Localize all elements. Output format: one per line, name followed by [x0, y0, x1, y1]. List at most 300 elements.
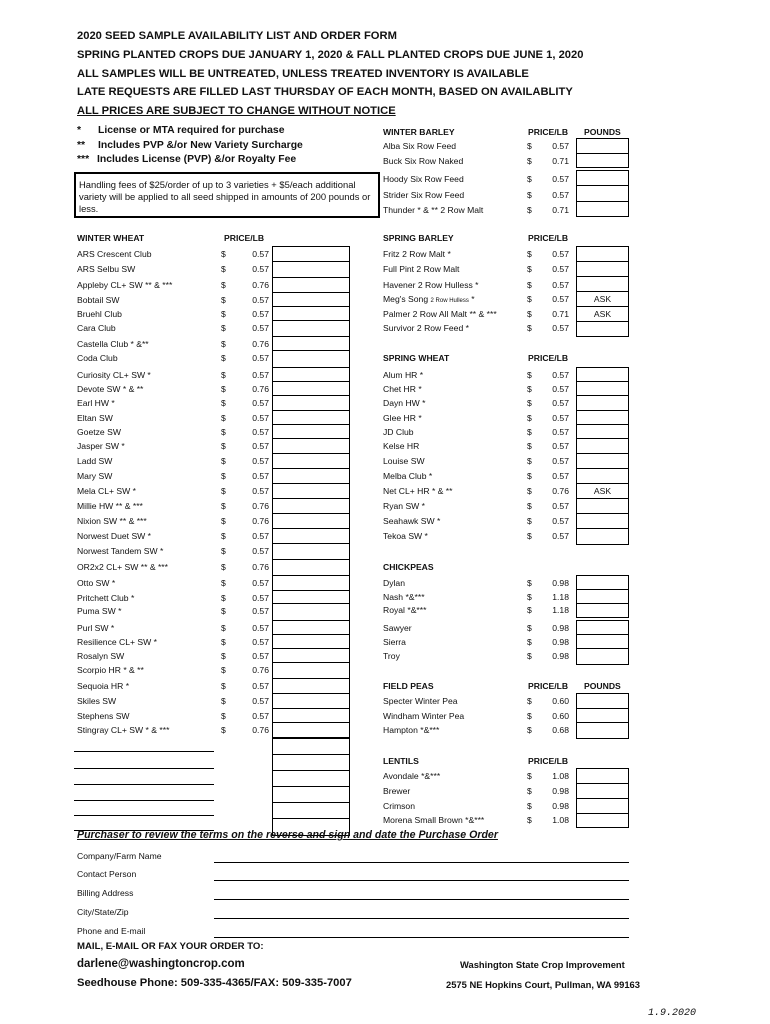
pounds-input-box[interactable]: [576, 620, 629, 665]
pounds-box-divider: [272, 575, 350, 576]
price-per-lb: 0.57: [552, 323, 569, 333]
item-name: Kelse HR: [383, 441, 420, 451]
pounds-box-divider: [272, 590, 350, 591]
pounds-box-divider: [272, 424, 350, 425]
currency-symbol: $: [221, 531, 226, 541]
price-per-lb: 0.57: [552, 294, 569, 304]
write-in-box-divider: [272, 770, 350, 771]
pounds-box-divider: [576, 291, 629, 292]
item-name-row: [383, 294, 475, 304]
currency-symbol: $: [527, 471, 532, 481]
currency-symbol: $: [221, 681, 226, 691]
item-name: Tekoa SW *: [383, 531, 428, 541]
currency-symbol: $: [221, 339, 226, 349]
currency-symbol: $: [527, 651, 532, 661]
price-per-lb: 0.60: [552, 711, 569, 721]
price-per-lb: 0.57: [552, 427, 569, 437]
item-name: Windham Winter Pea: [383, 711, 465, 721]
write-in-box-divider: [272, 802, 350, 803]
pounds-box-divider: [576, 201, 629, 202]
currency-symbol: $: [527, 190, 532, 200]
item-name: Mela CL+ SW *: [77, 486, 136, 496]
price-per-lb: 0.57: [552, 456, 569, 466]
item-name: Sawyer: [383, 623, 412, 633]
legend-text-3: Includes License (PVP) &/or Royalty Fee: [97, 154, 297, 165]
pounds-box-divider: [576, 513, 629, 514]
pounds-box-divider: [272, 336, 350, 337]
write-in-line[interactable]: [74, 800, 214, 801]
currency-symbol: $: [221, 486, 226, 496]
currency-symbol: $: [527, 815, 532, 825]
item-name: Goetze SW: [77, 427, 121, 437]
price-per-lb: 0.57: [552, 370, 569, 380]
pounds-box-divider: [272, 603, 350, 604]
currency-symbol: $: [221, 398, 226, 408]
price-per-lb: 1.18: [552, 605, 569, 615]
item-name: Palmer 2 Row All Malt ** & ***: [383, 309, 497, 319]
pounds-box-divider: [576, 528, 629, 529]
currency-symbol: $: [527, 249, 532, 259]
currency-symbol: $: [221, 665, 226, 675]
currency-symbol: $: [221, 427, 226, 437]
seedhouse-phone-fax: Seedhouse Phone: 509-335-4365/FAX: 509-335-7007: [77, 977, 352, 989]
item-name: OR2x2 CL+ SW ** & ***: [77, 562, 168, 572]
item-name: Dayn HW *: [383, 398, 426, 408]
item-name: Glee HR *: [383, 413, 422, 423]
item-name: Bruehl Club: [77, 309, 122, 319]
price-per-lb: 0.76: [252, 280, 269, 290]
price-per-lb: 0.57: [252, 295, 269, 305]
price-per-lb: 1.18: [552, 592, 569, 602]
pounds-box-divider: [272, 438, 350, 439]
pounds-box-divider: [576, 798, 629, 799]
item-name: Sierra: [383, 637, 406, 647]
price-per-lb: 0.57: [252, 681, 269, 691]
item-name: Specter Winter Pea: [383, 696, 458, 706]
item-name: Norwest Tandem SW *: [77, 546, 164, 556]
price-per-lb: 0.57: [252, 456, 269, 466]
price-per-lb: 1.08: [552, 815, 569, 825]
item-name: Cara Club: [77, 323, 116, 333]
price-per-lb: 0.57: [252, 413, 269, 423]
currency-symbol: $: [527, 370, 532, 380]
item-name: Jasper SW *: [77, 441, 125, 451]
revision-date: 1.9.2020: [648, 1008, 697, 1019]
price-per-lb: 0.57: [552, 398, 569, 408]
currency-symbol: $: [221, 471, 226, 481]
write-in-pounds-box[interactable]: [272, 738, 350, 836]
item-name: Strider Six Row Feed: [383, 190, 465, 200]
price-per-lb: 0.76: [252, 665, 269, 675]
currency-symbol: $: [221, 651, 226, 661]
price-per-lb: 0.76: [252, 384, 269, 394]
item-name: Buck Six Row Naked: [383, 156, 464, 166]
price-per-lb: 0.76: [252, 339, 269, 349]
legend-symbol-3: ***: [77, 154, 90, 165]
pounds-box-divider: [576, 276, 629, 277]
price-per-lb: 0.71: [552, 309, 569, 319]
price-per-lb: 0.76: [252, 725, 269, 735]
price-per-lb: 0.57: [552, 190, 569, 200]
pounds-box-divider: [272, 528, 350, 529]
currency-symbol: $: [527, 456, 532, 466]
price-per-lb: 0.57: [552, 264, 569, 274]
currency-symbol: $: [527, 264, 532, 274]
item-name-detail: 2 Row Hulless: [430, 298, 469, 304]
currency-symbol: $: [527, 516, 532, 526]
pounds-box-divider: [272, 306, 350, 307]
pounds-box-divider: [576, 261, 629, 262]
field-peas-price-header: PRICE/LB: [528, 681, 569, 691]
item-name: Royal *&***: [383, 605, 427, 615]
order-email[interactable]: darlene@washingtoncrop.com: [77, 958, 245, 970]
pounds-box-divider: [576, 722, 629, 723]
pounds-box-divider: [576, 468, 629, 469]
currency-symbol: $: [527, 205, 532, 215]
currency-symbol: $: [221, 593, 226, 603]
header-line-2: SPRING PLANTED CROPS DUE JANUARY 1, 2020 & FALL PLANTED CROPS DUE JUNE 1, 2020: [77, 49, 584, 61]
price-per-lb: 0.57: [252, 471, 269, 481]
item-name: JD Club: [383, 427, 414, 437]
item-name: Bobtail SW: [77, 295, 120, 305]
currency-symbol: $: [527, 605, 532, 615]
currency-symbol: $: [527, 427, 532, 437]
pounds-input-box[interactable]: [576, 170, 629, 217]
price-per-lb: 0.57: [252, 398, 269, 408]
form-title: 2020 SEED SAMPLE AVAILABILITY LIST AND ORDER FORM: [77, 30, 397, 42]
item-name: Chet HR *: [383, 384, 422, 394]
pounds-box-divider: [576, 708, 629, 709]
price-per-lb: 0.57: [552, 531, 569, 541]
pounds-box-divider: [272, 634, 350, 635]
currency-symbol: $: [527, 441, 532, 451]
item-name: Devote SW * & **: [77, 384, 144, 394]
item-name: Nash *&***: [383, 592, 425, 602]
currency-symbol: $: [221, 264, 226, 274]
item-name: Rosalyn SW: [77, 651, 125, 661]
item-name: Alum HR *: [383, 370, 424, 380]
currency-symbol: $: [221, 578, 226, 588]
pounds-box-divider: [272, 350, 350, 351]
pounds-box-divider: [272, 320, 350, 321]
price-per-lb: 0.57: [552, 441, 569, 451]
item-name: Morena Small Brown *&***: [383, 815, 485, 825]
price-per-lb: 0.76: [252, 501, 269, 511]
pounds-box-divider: [272, 410, 350, 411]
organization-name: Washington State Crop Improvement: [460, 959, 625, 970]
write-in-line[interactable]: [74, 784, 214, 785]
pounds-box-divider: [576, 483, 629, 484]
currency-symbol: $: [527, 280, 532, 290]
item-name: Appleby CL+ SW ** & ***: [77, 280, 173, 290]
price-per-lb: 0.57: [552, 141, 569, 151]
pounds-box-divider: [272, 292, 350, 293]
legend-symbol-1: *: [77, 125, 82, 136]
item-name: Puma SW *: [77, 606, 122, 616]
price-per-lb: 0.76: [252, 516, 269, 526]
pounds-box-divider: [576, 410, 629, 411]
pounds-box-divider: [576, 453, 629, 454]
price-per-lb: 0.60: [552, 696, 569, 706]
item-name: Purl SW *: [77, 623, 115, 633]
item-name: Brewer: [383, 786, 411, 796]
pounds-box-divider: [576, 185, 629, 186]
price-per-lb: 0.76: [552, 486, 569, 496]
pounds-box-divider: [272, 277, 350, 278]
currency-symbol: $: [527, 637, 532, 647]
currency-symbol: $: [221, 384, 226, 394]
currency-symbol: $: [221, 441, 226, 451]
price-per-lb: 0.57: [252, 323, 269, 333]
price-per-lb: 0.57: [252, 427, 269, 437]
currency-symbol: $: [221, 280, 226, 290]
price-per-lb: 0.98: [552, 801, 569, 811]
currency-symbol: $: [221, 295, 226, 305]
city-label: City/State/Zip: [77, 907, 129, 917]
price-per-lb: 0.57: [252, 546, 269, 556]
item-name: Havener 2 Row Hulless *: [383, 280, 479, 290]
winter-wheat-price-header: PRICE/LB: [224, 233, 265, 243]
pounds-box-divider: [272, 453, 350, 454]
pounds-box-divider: [576, 395, 629, 396]
pounds-box-divider: [272, 367, 350, 368]
pounds-box-divider: [272, 395, 350, 396]
header-line-5: ALL PRICES ARE SUBJECT TO CHANGE WITHOUT NOTICE: [77, 105, 396, 117]
item-name: Stingray CL+ SW * & ***: [77, 725, 170, 735]
currency-symbol: $: [527, 771, 532, 781]
item-name: Sequoia HR *: [77, 681, 130, 691]
pounds-box-divider: [576, 424, 629, 425]
currency-symbol: $: [527, 141, 532, 151]
item-name: Resilience CL+ SW *: [77, 637, 157, 647]
city-field[interactable]: [214, 918, 629, 919]
currency-symbol: $: [527, 398, 532, 408]
pounds-box-divider: [576, 813, 629, 814]
purchaser-heading: Purchaser to review the terms on the reverse and sign and date the Purchase Order: [77, 829, 498, 841]
spring-wheat-price-header: PRICE/LB: [528, 353, 569, 363]
currency-symbol: $: [527, 531, 532, 541]
item-name: Melba Club *: [383, 471, 433, 481]
pounds-box-divider: [576, 381, 629, 382]
write-in-box-divider: [272, 786, 350, 787]
price-per-lb: 0.57: [552, 471, 569, 481]
pounds-box-divider: [272, 648, 350, 649]
pounds-box-divider: [576, 648, 629, 649]
item-name: Dylan: [383, 578, 405, 588]
pounds-box-divider: [576, 321, 629, 322]
item-name: Eltan SW: [77, 413, 113, 423]
pounds-input-box[interactable]: [576, 367, 629, 545]
currency-symbol: $: [221, 606, 226, 616]
winter-barley-pounds-header: POUNDS: [584, 127, 621, 137]
spring-barley-title: SPRING BARLEY: [383, 233, 454, 243]
price-per-lb: 0.98: [552, 651, 569, 661]
pounds-input-box[interactable]: [576, 575, 629, 618]
currency-symbol: $: [527, 623, 532, 633]
price-per-lb: 0.76: [252, 562, 269, 572]
price-per-lb: 0.57: [252, 593, 269, 603]
pounds-box-divider: [576, 153, 629, 154]
currency-symbol: $: [527, 501, 532, 511]
price-per-lb: 0.57: [252, 623, 269, 633]
price-per-lb: 0.57: [252, 486, 269, 496]
currency-symbol: $: [221, 353, 226, 363]
write-in-line[interactable]: [74, 751, 214, 752]
currency-symbol: $: [221, 623, 226, 633]
organization-address: 2575 NE Hopkins Court, Pullman, WA 99163: [446, 979, 640, 990]
currency-symbol: $: [527, 174, 532, 184]
price-per-lb: 0.57: [252, 249, 269, 259]
item-name: ARS Selbu SW: [77, 264, 136, 274]
winter-wheat-title: WINTER WHEAT: [77, 233, 145, 243]
item-name: Full Pint 2 Row Malt: [383, 264, 460, 274]
pounds-box-divider: [576, 634, 629, 635]
item-name: Survivor 2 Row Feed *: [383, 323, 469, 333]
price-per-lb: 0.68: [552, 725, 569, 735]
item-name: Thunder * & ** 2 Row Malt: [383, 205, 484, 215]
currency-symbol: $: [527, 578, 532, 588]
currency-symbol: $: [527, 592, 532, 602]
price-per-lb: 0.57: [552, 174, 569, 184]
currency-symbol: $: [221, 413, 226, 423]
contact-field[interactable]: [214, 880, 629, 881]
item-name: Skiles SW: [77, 696, 117, 706]
lentils-price-header: PRICE/LB: [528, 756, 569, 766]
currency-symbol: $: [221, 249, 226, 259]
pounds-box-divider: [272, 693, 350, 694]
item-name: Coda Club: [77, 353, 118, 363]
price-per-lb: 0.98: [552, 786, 569, 796]
currency-symbol: $: [527, 323, 532, 333]
pounds-box-divider: [272, 722, 350, 723]
item-name: Alba Six Row Feed: [383, 141, 457, 151]
currency-symbol: $: [527, 156, 532, 166]
item-name: Ryan SW *: [383, 501, 426, 511]
currency-symbol: $: [527, 413, 532, 423]
billing-label: Billing Address: [77, 888, 134, 898]
pounds-box-divider: [576, 306, 629, 307]
item-name: Hampton *&***: [383, 725, 440, 735]
currency-symbol: $: [221, 546, 226, 556]
pounds-box-divider: [272, 559, 350, 560]
pounds-box-divider: [576, 603, 629, 604]
spring-barley-price-header: PRICE/LB: [528, 233, 569, 243]
ask-note: ASK: [593, 294, 612, 304]
pounds-box-divider: [272, 498, 350, 499]
price-per-lb: 0.57: [252, 353, 269, 363]
item-name: Meg's Song: [383, 294, 429, 304]
item-name: Stephens SW: [77, 711, 130, 721]
currency-symbol: $: [527, 786, 532, 796]
price-per-lb: 0.57: [252, 637, 269, 647]
contact-label: Contact Person: [77, 869, 137, 879]
price-per-lb: 0.57: [552, 516, 569, 526]
currency-symbol: $: [221, 725, 226, 735]
chickpeas-title: CHICKPEAS: [383, 562, 434, 572]
company-field[interactable]: [214, 862, 629, 863]
ask-note: ASK: [593, 309, 612, 319]
winter-barley-title: WINTER BARLEY: [383, 127, 455, 137]
price-per-lb: 0.57: [252, 578, 269, 588]
phone-email-field[interactable]: [214, 937, 629, 938]
currency-symbol: $: [221, 309, 226, 319]
currency-symbol: $: [221, 711, 226, 721]
billing-field[interactable]: [214, 899, 629, 900]
currency-symbol: $: [221, 501, 226, 511]
currency-symbol: $: [221, 456, 226, 466]
price-per-lb: 0.57: [552, 501, 569, 511]
item-name: Millie HW ** & ***: [77, 501, 143, 511]
pounds-input-box[interactable]: [576, 693, 629, 739]
item-name: Louise SW: [383, 456, 425, 466]
pounds-box-divider: [576, 783, 629, 784]
legend-text-1: License or MTA required for purchase: [98, 125, 285, 136]
write-in-box-divider: [272, 754, 350, 755]
legend-symbol-2: **: [77, 140, 86, 151]
pounds-box-divider: [272, 620, 350, 621]
header-line-4: LATE REQUESTS ARE FILLED LAST THURSDAY OF EACH MONTH, BASED ON AVAILABLITY: [77, 86, 573, 98]
price-per-lb: 0.57: [252, 309, 269, 319]
pounds-box-divider: [576, 589, 629, 590]
currency-symbol: $: [527, 309, 532, 319]
currency-symbol: $: [527, 384, 532, 394]
price-per-lb: 0.57: [252, 696, 269, 706]
item-name: Otto SW *: [77, 578, 116, 588]
pounds-box-divider: [272, 662, 350, 663]
price-per-lb: 0.57: [252, 264, 269, 274]
item-name-suffix: *: [471, 294, 475, 304]
price-per-lb: 0.57: [552, 384, 569, 394]
currency-symbol: $: [221, 562, 226, 572]
item-name: Norwest Duet SW *: [77, 531, 152, 541]
item-name: Hoody Six Row Feed: [383, 174, 464, 184]
price-per-lb: 0.57: [552, 249, 569, 259]
item-name: Pritchett Club *: [77, 593, 135, 603]
currency-symbol: $: [527, 696, 532, 706]
pounds-box-divider: [272, 543, 350, 544]
price-per-lb: 0.98: [552, 637, 569, 647]
price-per-lb: 0.71: [552, 205, 569, 215]
pounds-box-divider: [272, 513, 350, 514]
currency-symbol: $: [221, 637, 226, 647]
pounds-box-divider: [576, 438, 629, 439]
write-in-line[interactable]: [74, 768, 214, 769]
item-name: ARS Crescent Club: [77, 249, 152, 259]
item-name: Scorpio HR * & **: [77, 665, 144, 675]
item-name: Ladd SW: [77, 456, 113, 466]
spring-wheat-title: SPRING WHEAT: [383, 353, 450, 363]
price-per-lb: 0.57: [252, 711, 269, 721]
item-name: Crimson: [383, 801, 415, 811]
pounds-box-divider: [272, 483, 350, 484]
price-per-lb: 1.08: [552, 771, 569, 781]
price-per-lb: 0.98: [552, 623, 569, 633]
header-line-3: ALL SAMPLES WILL BE UNTREATED, UNLESS TREATED INVENTORY IS AVAILABLE: [77, 68, 529, 80]
item-name: Mary SW: [77, 471, 113, 481]
price-per-lb: 0.71: [552, 156, 569, 166]
currency-symbol: $: [221, 323, 226, 333]
item-name: Fritz 2 Row Malt *: [383, 249, 451, 259]
currency-symbol: $: [221, 696, 226, 706]
item-name: Seahawk SW *: [383, 516, 441, 526]
winter-barley-price-header: PRICE/LB: [528, 127, 569, 137]
write-in-line[interactable]: [74, 815, 214, 816]
field-peas-title: FIELD PEAS: [383, 681, 434, 691]
currency-symbol: $: [527, 725, 532, 735]
lentils-title: LENTILS: [383, 756, 419, 766]
pounds-box-divider: [272, 261, 350, 262]
write-in-box-divider: [272, 818, 350, 819]
